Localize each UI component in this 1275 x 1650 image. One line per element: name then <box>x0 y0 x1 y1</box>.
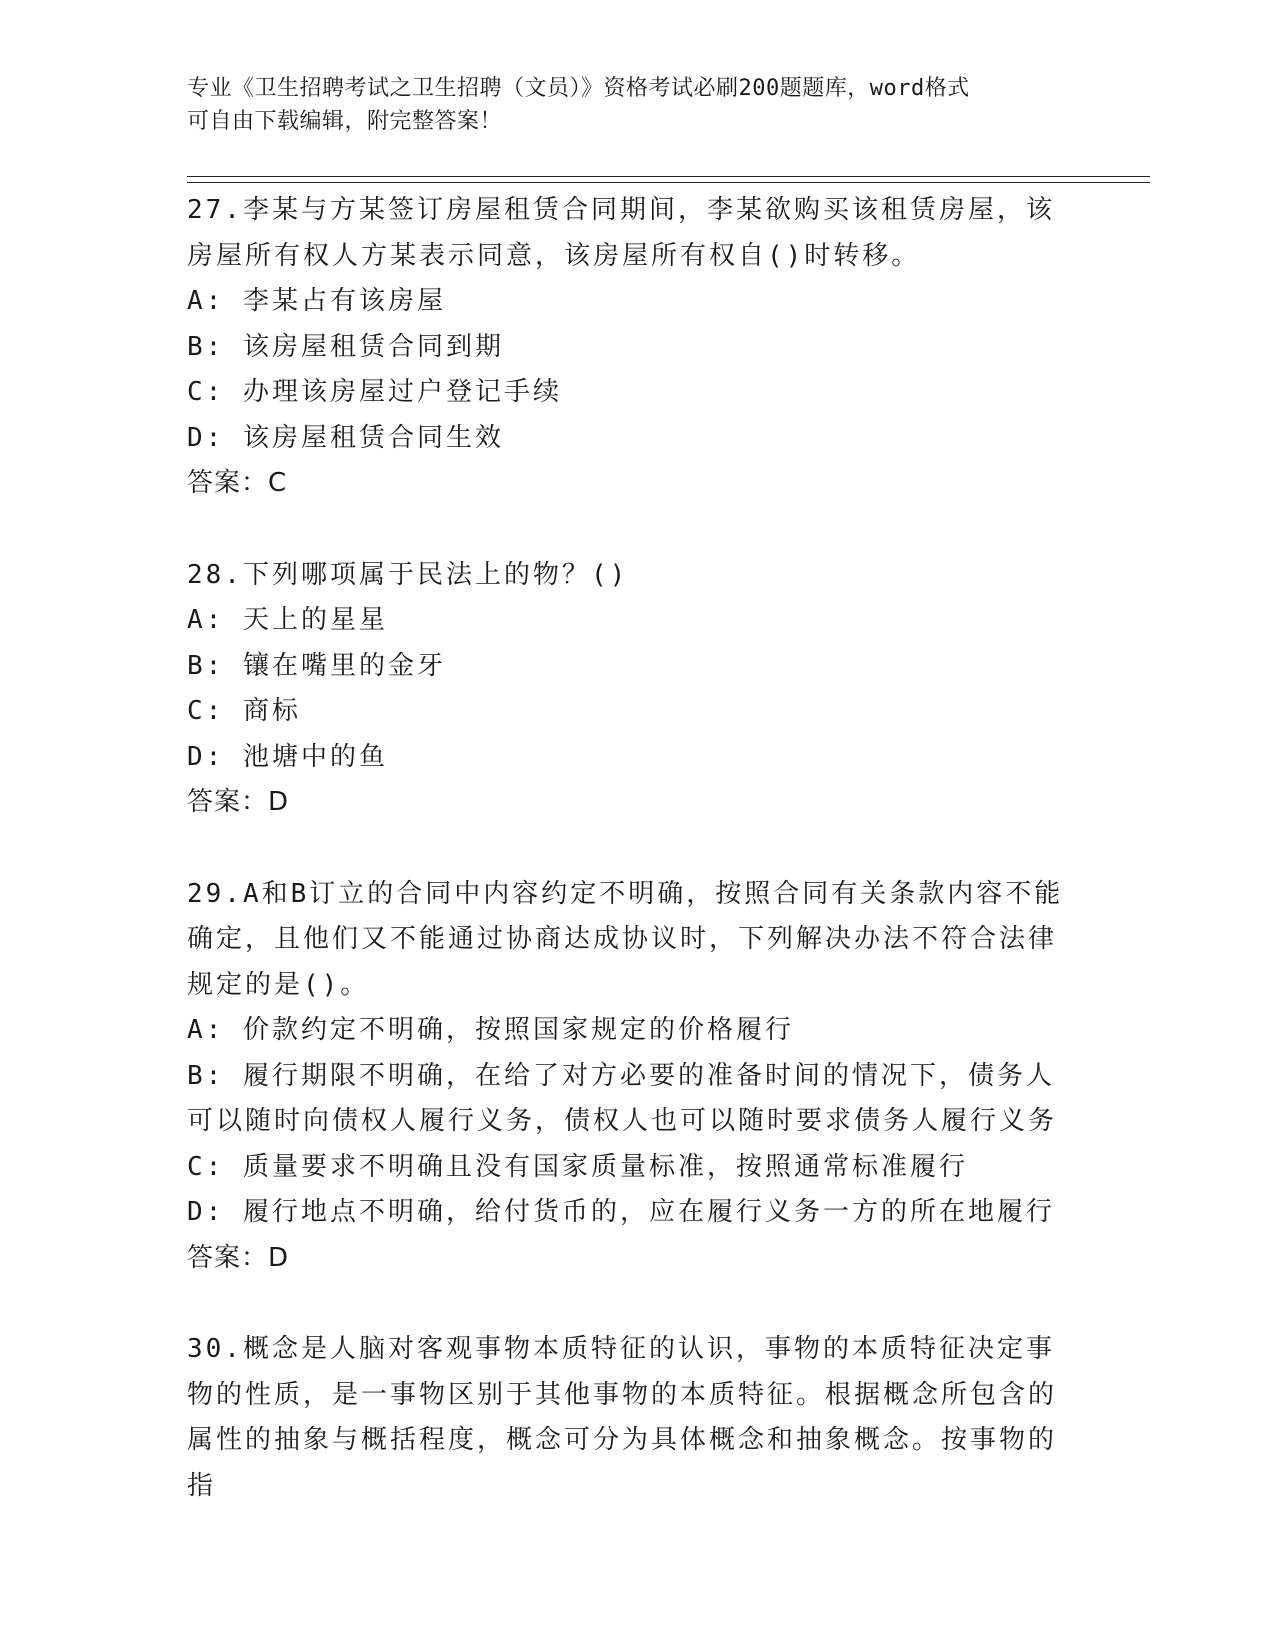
option-c: C: 办理该房屋过户登记手续 <box>187 377 562 407</box>
option-b: B: 镶在嘴里的金牙 <box>187 650 446 681</box>
question-stem: 29.A和B订立的合同中内容约定不明确，按照合同有关条款内容不能确定，且他们又不能通过协商达成协议时，下列解决办法不符合法律规定的是()。 <box>187 878 1064 1000</box>
answer-label: 答案：C <box>187 468 288 498</box>
question-28 <box>187 553 1067 826</box>
header-line-1: 专业《卫生招聘考试之卫生招聘（文员）》资格考试必刷200题题库，word格式 <box>187 76 970 101</box>
question-stem: 30.概念是人脑对客观事物本质特征的认识，事物的本质特征决定事物的性质，是一事物区别于其他事物的本质特征。根据概念所包含的属性的抽象与概括程度，概念可分为具体概念和抽象概念。按事物的指 <box>187 1334 1058 1501</box>
option-a: A: 李某占有该房屋 <box>187 286 446 316</box>
question-stem: 27.李某与方某签订房屋租赁合同期间，李某欲购买该租赁房屋，该房屋所有权人方某表示同意，该房屋所有权自()时转移。 <box>187 195 1055 271</box>
question-30 <box>187 1327 1067 1509</box>
answer-label: 答案：D <box>187 1242 290 1273</box>
option-a: A: 价款约定不明确，按照国家规定的价格履行 <box>187 1015 794 1045</box>
answer-label: 答案：D <box>187 787 290 817</box>
option-d: D: 池塘中的鱼 <box>187 741 388 772</box>
header-divider-bottom <box>187 182 1150 183</box>
option-b: B: 该房屋租赁合同到期 <box>187 331 504 362</box>
option-d: D: 履行地点不明确，给付货币的，应在履行义务一方的所在地履行 <box>187 1197 1055 1227</box>
question-list <box>187 188 1067 1509</box>
header-line-2: 可自由下载编辑，附完整答案！ <box>187 109 503 134</box>
option-a: A: 天上的星星 <box>187 605 388 635</box>
option-c: C: 质量要求不明确且没有国家质量标准，按照通常标准履行 <box>187 1151 968 1182</box>
option-d: D: 该房屋租赁合同生效 <box>187 422 504 453</box>
question-stem: 28.下列哪项属于民法上的物？() <box>187 559 629 590</box>
document-header <box>187 72 1067 138</box>
question-29 <box>187 872 1067 1282</box>
option-b: B: 履行期限不明确，在给了对方必要的准备时间的情况下，债务人可以随时向债权人履行义务，债权人也可以随时要求债务人履行义务 <box>187 1060 1058 1136</box>
option-c: C: 商标 <box>187 696 301 726</box>
question-27 <box>187 188 1067 507</box>
header-divider-top <box>187 176 1150 177</box>
